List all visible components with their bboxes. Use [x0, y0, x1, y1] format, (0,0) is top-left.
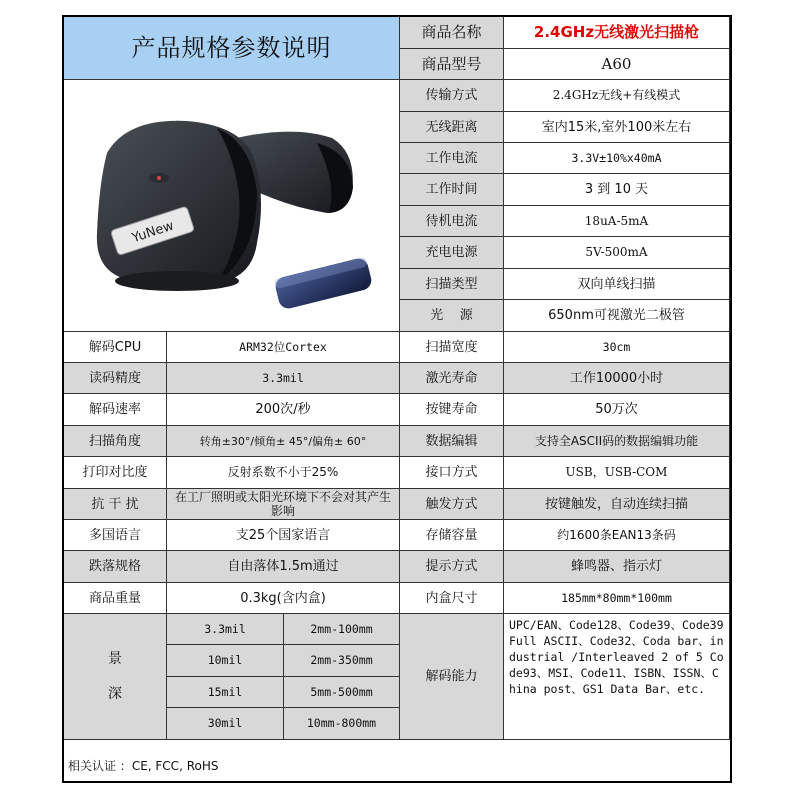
spec-value: 3 到 10 天: [504, 174, 730, 206]
product-model-value: A60: [504, 49, 730, 80]
spec-value: 室内15米,室外100米左右: [504, 112, 730, 143]
spec-label: 工作时间: [400, 174, 504, 206]
spec-label: 多国语言: [64, 520, 167, 551]
depth-range: 10mm-800mm: [284, 708, 400, 740]
spec-value: 3.3V±10%x40mA: [504, 143, 730, 174]
spec-label: 无线距离: [400, 112, 504, 143]
depth-mil: 10mil: [167, 645, 284, 677]
depth-range: 2mm-100mm: [284, 614, 400, 645]
spec-label: 充电电源: [400, 237, 504, 269]
spec-label: 解码CPU: [64, 332, 167, 363]
brand-label: YuNew: [129, 217, 176, 246]
spec-label: 提示方式: [400, 551, 504, 583]
spec-label: 扫描类型: [400, 269, 504, 300]
decode-ability-value: UPC/EAN、Code128、Code39、Code39Full ASCII、Code32、Coda bar、industrial /Interleaved 2 of 5 Code93、MSI、Code11、ISBN、ISSN、China post、GS1 Data Bar、etc.: [504, 614, 730, 740]
spec-label: 接口方式: [400, 457, 504, 489]
depth-range: 2mm-350mm: [284, 645, 400, 677]
spec-label: 存储容量: [400, 520, 504, 551]
spec-value: 转角±30°/倾角± 45°/偏角± 60°: [167, 426, 400, 457]
decode-ability-label: 解码能力: [400, 614, 504, 740]
spec-value: 反射系数不小于25%: [167, 457, 400, 489]
product-model-label: 商品型号: [400, 49, 504, 80]
spec-value: 蜂鸣器、指示灯: [504, 551, 730, 583]
spec-label: 触发方式: [400, 489, 504, 520]
certification-text: 相关认证 ：CE, FCC, RoHS: [68, 758, 219, 773]
spec-value: 650nm可视激光二极管: [504, 300, 730, 332]
page-title: 产品规格参数说明: [64, 17, 400, 80]
spec-label: 工作电流: [400, 143, 504, 174]
spec-label: 跌落规格: [64, 551, 167, 583]
spec-label: 解码速率: [64, 394, 167, 426]
depth-range: 5mm-500mm: [284, 677, 400, 708]
spec-label: 商品重量: [64, 583, 167, 614]
depth-label-2: 深: [108, 685, 122, 702]
spec-value: 30cm: [504, 332, 730, 363]
spec-label: 内盒尺寸: [400, 583, 504, 614]
depth-mil: 15mil: [167, 677, 284, 708]
product-name-label: 商品名称: [400, 17, 504, 49]
spec-value: ARM32位Cortex: [167, 332, 400, 363]
spec-label: 按键寿命: [400, 394, 504, 426]
spec-value: 3.3mil: [167, 363, 400, 394]
product-image: [64, 80, 400, 332]
spec-label: 扫描宽度: [400, 332, 504, 363]
spec-value: 185mm*80mm*100mm: [504, 583, 730, 614]
spec-sheet: [62, 15, 732, 783]
depth-mil: 3.3mil: [167, 614, 284, 645]
depth-mil: 30mil: [167, 708, 284, 740]
spec-value: 18uA-5mA: [504, 206, 730, 237]
spec-value: 0.3kg(含内盒): [167, 583, 400, 614]
spec-label: 扫描角度: [64, 426, 167, 457]
spec-value: 50万次: [504, 394, 730, 426]
depth-label-1: 景: [108, 650, 122, 667]
spec-value: 自由落体1.5m通过: [167, 551, 400, 583]
spec-value: 在工厂照明或太阳光环境下不会对其产生影响: [167, 489, 400, 520]
spec-value: USB，USB-COM: [504, 457, 730, 489]
spec-label: 光 源: [400, 300, 504, 332]
spec-value: 工作10000小时: [504, 363, 730, 394]
spec-label: 传输方式: [400, 80, 504, 112]
spec-value: 约1600条EAN13条码: [504, 520, 730, 551]
spec-value: 2.4GHz无线+有线模式: [504, 80, 730, 112]
spec-label: 打印对比度: [64, 457, 167, 489]
spec-value: 200次/秒: [167, 394, 400, 426]
depth-of-field-label: [64, 614, 167, 740]
spec-label: 数据编辑: [400, 426, 504, 457]
spec-label: 抗 干 扰: [64, 489, 167, 520]
spec-value: 5V-500mA: [504, 237, 730, 269]
spec-label: 待机电流: [400, 206, 504, 237]
spec-value: 支持全ASCII码的数据编辑功能: [504, 426, 730, 457]
scanner-illustration: [67, 83, 397, 329]
spec-label: 读码精度: [64, 363, 167, 394]
product-name-value: 2.4GHz无线激光扫描枪: [504, 17, 730, 49]
spec-value: 双向单线扫描: [504, 269, 730, 300]
spec-value: 支25个国家语言: [167, 520, 400, 551]
spec-value: 按键触发，自动连续扫描: [504, 489, 730, 520]
spec-label: 激光寿命: [400, 363, 504, 394]
